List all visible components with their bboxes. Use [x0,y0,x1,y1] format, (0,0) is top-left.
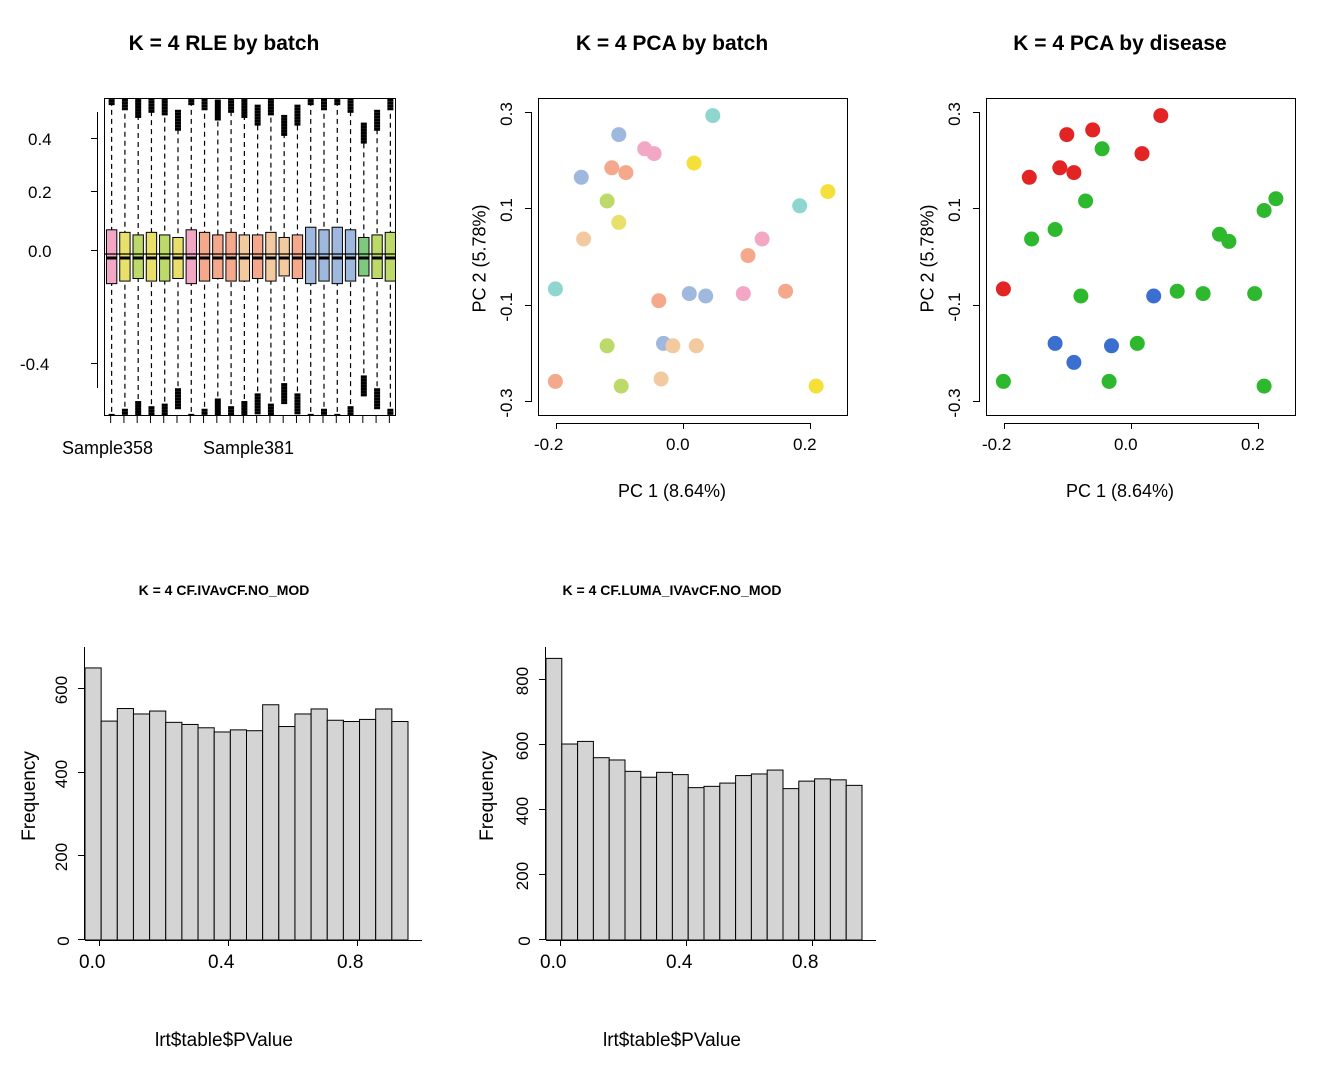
hist1-ytick-mark-3 [78,688,84,689]
panel-title-hist2: K = 4 CF.LUMA_IVAvCF.NO_MOD [562,582,782,598]
hist1-ytick-3: 600 [52,675,71,705]
hist2-ytick-4: 800 [513,666,532,696]
pca-batch-ylabel: PC 2 (5.78%) [469,204,490,313]
hist2-xtick-0: 0.0 [540,952,567,973]
panel-title-pca-disease: K = 4 PCA by disease [1013,32,1227,55]
hist1-ytick-1: 200 [52,842,71,872]
panel-rle-by-batch [0,0,448,520]
rle-x-ticks [104,416,404,436]
rle-ytick-3: -0.4 [20,355,50,374]
rle-xlabel-1: Sample381 [203,438,295,458]
pca-disease-xtick-2: 0.2 [1241,435,1265,454]
pca-batch-xlabel: PC 1 (8.64%) [617,481,727,501]
hist2-ytick-3: 600 [513,731,532,761]
panel-title-pca-batch: K = 4 PCA by batch [575,32,769,55]
hist1-ytick-mark-2 [78,772,84,773]
hist2-xtick-2: 0.8 [792,952,819,973]
hist2-ylabel: Frequency [477,751,498,841]
hist2-ytick-2: 400 [513,796,532,826]
pca-batch-plot-area [538,98,848,416]
pca-disease-ylabel: PC 2 (5.78%) [917,204,938,313]
pca-batch-xtick-1: 0.0 [666,435,690,454]
pca-disease-y-axis [979,112,980,402]
hist2-ytick-mark-4 [539,679,545,680]
pca-batch-scatter-svg [539,99,848,416]
hist2-ytick-mark-1 [539,874,545,875]
hist1-x-axis [85,940,422,941]
hist2-y-axis [545,647,546,940]
rle-ytick-0: 0.4 [28,130,52,149]
pca-batch-y-axis [531,112,532,402]
panel-hist-cf-luma-iva [448,540,896,1075]
rle-ytick-1: 0.2 [28,183,52,202]
pca-disease-scatter-svg [987,99,1296,416]
pca-batch-ytick-0: 0.3 [497,102,516,126]
hist1-ytick-2: 400 [52,759,71,789]
pca-disease-ytick-1: 0.1 [945,198,964,222]
panel-pca-by-batch [448,0,896,520]
hist1-bars-svg [85,640,445,940]
pca-batch-xtick-2: 0.2 [793,435,817,454]
pca-disease-xlabel: PC 1 (8.64%) [1065,481,1175,501]
pca-disease-plot-area [986,98,1296,416]
pca-disease-xtick-mark-2 [1258,423,1259,429]
hist2-xtick-1: 0.4 [666,952,693,973]
panel-title-rle: K = 4 RLE by batch [128,32,320,55]
hist1-xtick-0: 0.0 [79,952,106,973]
hist1-xtick-2: 0.8 [337,952,364,973]
hist2-ytick-mark-3 [539,744,545,745]
hist2-ytick-0: 0 [515,936,534,946]
pca-disease-xtick-mark-0 [1004,423,1005,429]
pca-disease-ytick-2: -0.1 [945,292,964,322]
hist2-xtick-mark-1 [686,940,687,946]
rle-ytick-mark-3 [91,363,97,364]
hist1-xtick-mark-0 [99,940,100,946]
hist1-xtick-mark-1 [228,940,229,946]
panel-pca-by-disease [896,0,1344,520]
rle-y-axis [97,112,98,388]
pca-disease-ytick-mark-1 [973,208,979,209]
pca-batch-ytick-mark-0 [525,112,531,113]
rle-xlabel-0: Sample358 [62,438,154,458]
hist1-y-axis [84,647,85,940]
pca-batch-xtick-mark-1 [683,423,684,429]
pca-disease-xtick-1: 0.0 [1114,435,1138,454]
rle-ytick-2: 0.0 [28,242,52,261]
pca-disease-xtick-0: -0.2 [982,435,1012,454]
panel-title-hist1: K = 4 CF.IVAvCF.NO_MOD [138,582,310,598]
pca-batch-xtick-0: -0.2 [534,435,564,454]
pca-disease-ytick-mark-0 [973,112,979,113]
pca-batch-ytick-1: 0.1 [497,198,516,222]
rle-ytick-mark-1 [91,191,97,192]
rle-boxplot-svg [105,99,396,416]
hist2-ytick-mark-2 [539,809,545,810]
hist1-xtick-1: 0.4 [208,952,235,973]
pca-batch-ytick-2: -0.1 [497,292,516,322]
hist2-x-axis [546,940,876,941]
hist2-bars-svg [546,640,896,940]
rle-ytick-mark-0 [91,138,97,139]
pca-disease-ytick-0: 0.3 [945,102,964,126]
rle-ytick-mark-2 [91,250,97,251]
hist1-ytick-mark-1 [78,855,84,856]
hist2-ytick-1: 200 [513,861,532,891]
pca-batch-ytick-mark-1 [525,208,531,209]
pca-batch-ytick-mark-3 [525,401,531,402]
pca-disease-ytick-mark-2 [973,305,979,306]
hist2-xtick-mark-0 [560,940,561,946]
pca-disease-xtick-mark-1 [1131,423,1132,429]
hist2-ytick-mark-0 [539,939,545,940]
rle-plot-area [104,98,396,416]
hist1-xlabel: lrt$table$PValue [154,1030,294,1051]
hist1-ytick-mark-0 [78,939,84,940]
pca-disease-ytick-mark-3 [973,401,979,402]
panel-hist-cf-iva [0,540,448,1075]
pca-batch-ytick-mark-2 [525,305,531,306]
pca-batch-xtick-mark-2 [810,423,811,429]
hist1-ylabel: Frequency [19,751,40,841]
hist1-ytick-0: 0 [54,936,73,946]
pca-batch-xtick-mark-0 [556,423,557,429]
hist1-xtick-mark-2 [357,940,358,946]
hist2-xtick-mark-2 [812,940,813,946]
pca-batch-ytick-3: -0.3 [497,388,516,418]
hist2-xlabel: lrt$table$PValue [602,1030,742,1051]
pca-disease-ytick-3: -0.3 [945,388,964,418]
